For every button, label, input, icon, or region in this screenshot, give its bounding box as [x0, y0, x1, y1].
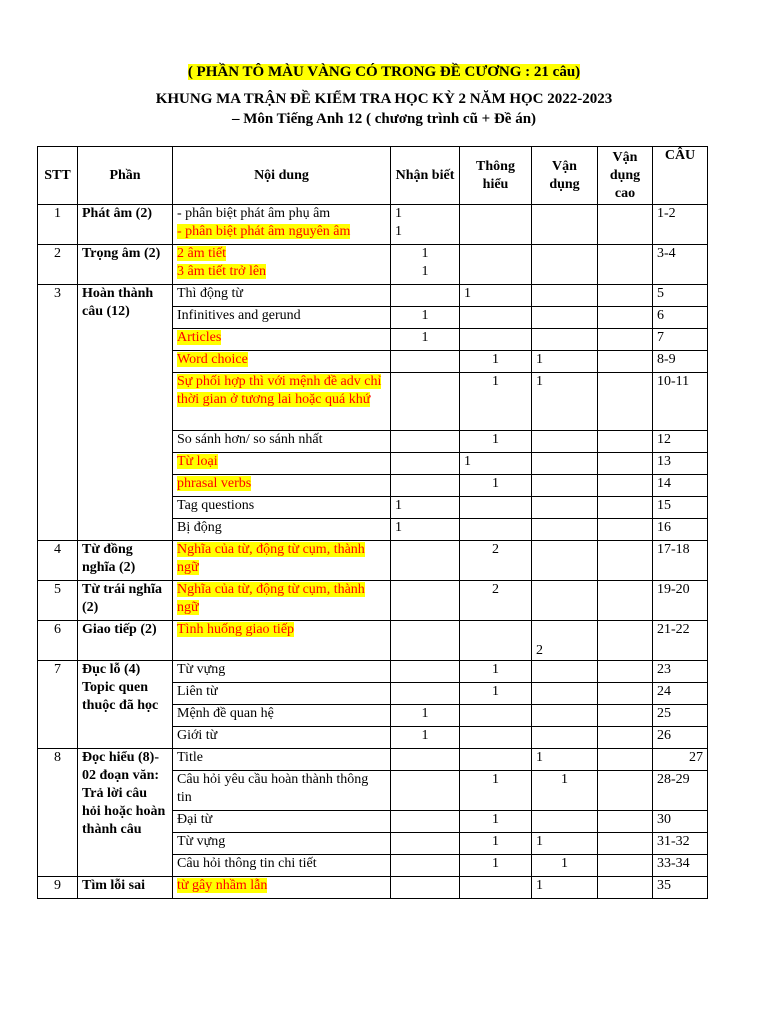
table-row — [38, 245, 708, 285]
thonghieu-cell: 1 — [460, 453, 532, 475]
col-vandung: Vận dụng — [532, 147, 598, 205]
vandungcao-cell — [598, 581, 653, 621]
vandung-cell — [532, 329, 598, 351]
vandung-cell: 1 — [532, 833, 598, 855]
count-value: 1 — [421, 246, 429, 261]
phan-cell: Đọc hiểu (8)- 02 đoạn văn: Trả lời câu hỏi hoặc hoàn thành câu — [78, 749, 173, 877]
vandungcao-cell — [598, 661, 653, 683]
vandung-cell: 1 — [532, 351, 598, 373]
thonghieu-cell: 2 — [460, 541, 532, 581]
nhanbiet-cell — [391, 431, 460, 453]
vandungcao-cell — [598, 519, 653, 541]
cau-cell: 35 — [653, 877, 708, 899]
nhanbiet-cell: 1 — [391, 519, 460, 541]
cau-cell: 26 — [653, 727, 708, 749]
vandung-cell — [532, 475, 598, 497]
stt-cell: 2 — [38, 245, 78, 285]
vandung-cell — [532, 705, 598, 727]
cau-cell: 25 — [653, 705, 708, 727]
vandung-cell — [532, 541, 598, 581]
thonghieu-cell: 1 — [460, 661, 532, 683]
cau-cell: 7 — [653, 329, 708, 351]
vandung-cell — [532, 245, 598, 285]
vandung-cell: 1 — [532, 749, 598, 771]
highlighted-content: Sự phối hợp thì với mệnh đề adv chỉ thời gian ở tương lai hoặc quá khứ — [177, 374, 382, 407]
nhanbiet-cell — [391, 749, 460, 771]
noidung-cell — [173, 621, 391, 661]
phan-cell: Đục lỗ (4) Topic quen thuộc đã học — [78, 661, 173, 749]
vandung-cell — [532, 453, 598, 475]
noidung-cell — [173, 541, 391, 581]
phan-cell: Từ trái nghĩa (2) — [78, 581, 173, 621]
nhanbiet-cell — [391, 811, 460, 833]
noidung-cell — [173, 475, 391, 497]
noidung-cell: Mệnh đề quan hệ — [173, 705, 391, 727]
highlighted-content: Nghĩa của từ, động từ cụm, thành ngữ — [177, 582, 365, 615]
nhanbiet-cell — [391, 453, 460, 475]
vandung-cell — [532, 431, 598, 453]
stt-cell: 3 — [38, 285, 78, 541]
vandungcao-cell — [598, 205, 653, 245]
phan-cell: Hoàn thành câu (12) — [78, 285, 173, 541]
col-nhanbiet: Nhận biết — [391, 147, 460, 205]
noidung-cell: Đại từ — [173, 811, 391, 833]
vandung-cell — [532, 205, 598, 245]
vandung-cell: 1 — [532, 373, 598, 431]
table-row — [38, 661, 708, 683]
thonghieu-cell — [460, 205, 532, 245]
highlighted-content: 3 âm tiết trở lên — [177, 264, 267, 279]
table-row — [38, 877, 708, 899]
vandung-cell — [532, 519, 598, 541]
noidung-cell: Từ vựng — [173, 833, 391, 855]
nhanbiet-cell — [391, 205, 460, 245]
cau-cell: 31-32 — [653, 833, 708, 855]
cau-cell: 8-9 — [653, 351, 708, 373]
noidung-cell: Title — [173, 749, 391, 771]
vandung-cell: 1 — [532, 855, 598, 877]
vandungcao-cell — [598, 497, 653, 519]
noidung-cell — [173, 453, 391, 475]
nhanbiet-cell — [391, 855, 460, 877]
table-row — [38, 749, 708, 771]
thonghieu-cell: 1 — [460, 683, 532, 705]
col-thonghieu: Thông hiểu — [460, 147, 532, 205]
vandungcao-cell — [598, 245, 653, 285]
vandung-cell — [532, 683, 598, 705]
count-value: 1 — [395, 206, 402, 221]
noidung-cell — [173, 877, 391, 899]
col-noidung: Nội dung — [173, 147, 391, 205]
nhanbiet-cell — [391, 285, 460, 307]
content-line: - phân biệt phát âm phụ âm — [177, 206, 331, 221]
noidung-cell: Tag questions — [173, 497, 391, 519]
noidung-cell — [173, 329, 391, 351]
vandungcao-cell — [598, 475, 653, 497]
col-phan: Phần — [78, 147, 173, 205]
noidung-cell — [173, 351, 391, 373]
thonghieu-cell — [460, 519, 532, 541]
noidung-cell: Thì động từ — [173, 285, 391, 307]
vandung-cell — [532, 581, 598, 621]
noidung-cell — [173, 245, 391, 285]
col-vandungcao: Vận dụng cao — [598, 147, 653, 205]
cau-cell: 21-22 — [653, 621, 708, 661]
nhanbiet-cell — [391, 581, 460, 621]
noidung-cell: Từ vựng — [173, 661, 391, 683]
thonghieu-cell — [460, 705, 532, 727]
cau-cell: 5 — [653, 285, 708, 307]
phan-cell: Giao tiếp (2) — [78, 621, 173, 661]
nhanbiet-cell — [391, 771, 460, 811]
nhanbiet-cell — [391, 877, 460, 899]
nhanbiet-cell: 1 — [391, 497, 460, 519]
highlighted-content: Từ loại — [177, 454, 218, 469]
cau-cell: 16 — [653, 519, 708, 541]
highlighted-content: Nghĩa của từ, động từ cụm, thành ngữ — [177, 542, 365, 575]
table-row — [38, 205, 708, 245]
thonghieu-cell — [460, 307, 532, 329]
table-row — [38, 541, 708, 581]
thonghieu-cell — [460, 245, 532, 285]
thonghieu-cell — [460, 749, 532, 771]
noidung-cell: So sánh hơn/ so sánh nhất — [173, 431, 391, 453]
cau-cell: 27 — [653, 749, 708, 771]
nhanbiet-cell — [391, 373, 460, 431]
nhanbiet-cell — [391, 621, 460, 661]
thonghieu-cell — [460, 329, 532, 351]
cau-cell: 15 — [653, 497, 708, 519]
vandungcao-cell — [598, 877, 653, 899]
thonghieu-cell: 1 — [460, 855, 532, 877]
thonghieu-cell: 1 — [460, 811, 532, 833]
vandung-cell: 1 — [532, 771, 598, 811]
cau-cell: 1-2 — [653, 205, 708, 245]
matrix-title: KHUNG MA TRẬN ĐỀ KIỂM TRA HỌC KỲ 2 NĂM HỌC 2022-2023 — [155, 91, 613, 107]
thonghieu-cell: 1 — [460, 475, 532, 497]
cau-cell: 13 — [653, 453, 708, 475]
cau-cell: 28-29 — [653, 771, 708, 811]
vandung-cell — [532, 811, 598, 833]
noidung-cell: Câu hỏi yêu cầu hoàn thành thông tin — [173, 771, 391, 811]
thonghieu-cell: 1 — [460, 771, 532, 811]
stt-cell: 7 — [38, 661, 78, 749]
thonghieu-cell: 1 — [460, 833, 532, 855]
highlighted-content: - phân biệt phát âm nguyên âm — [177, 224, 351, 239]
stt-cell: 9 — [38, 877, 78, 899]
thonghieu-cell — [460, 727, 532, 749]
noidung-cell: Giới từ — [173, 727, 391, 749]
stt-cell: 5 — [38, 581, 78, 621]
vandungcao-cell — [598, 307, 653, 329]
vandungcao-cell — [598, 811, 653, 833]
highlighted-content: phrasal verbs — [177, 476, 252, 491]
thonghieu-cell — [460, 621, 532, 661]
thonghieu-cell: 1 — [460, 285, 532, 307]
cau-cell: 19-20 — [653, 581, 708, 621]
vandungcao-cell — [598, 683, 653, 705]
noidung-cell: Câu hỏi thông tin chi tiết — [173, 855, 391, 877]
thonghieu-cell: 1 — [460, 431, 532, 453]
noidung-cell — [173, 581, 391, 621]
noidung-cell — [173, 205, 391, 245]
nhanbiet-cell: 1 — [391, 727, 460, 749]
cau-cell: 33-34 — [653, 855, 708, 877]
nhanbiet-cell — [391, 351, 460, 373]
vandungcao-cell — [598, 453, 653, 475]
col-stt: STT — [38, 147, 78, 205]
table-row — [38, 581, 708, 621]
vandung-cell: 2 — [532, 621, 598, 661]
vandungcao-cell — [598, 749, 653, 771]
cau-cell: 24 — [653, 683, 708, 705]
phan-cell: Từ đồng nghĩa (2) — [78, 541, 173, 581]
vandungcao-cell — [598, 621, 653, 661]
vandungcao-cell — [598, 833, 653, 855]
vandung-cell — [532, 497, 598, 519]
vandungcao-cell — [598, 431, 653, 453]
stt-cell: 8 — [38, 749, 78, 877]
vandungcao-cell — [598, 705, 653, 727]
nhanbiet-cell — [391, 245, 460, 285]
vandungcao-cell — [598, 373, 653, 431]
vandungcao-cell — [598, 855, 653, 877]
highlighted-content: từ gây nhầm lẫn — [177, 878, 268, 893]
vandung-cell — [532, 307, 598, 329]
cau-cell: 23 — [653, 661, 708, 683]
thonghieu-cell: 1 — [460, 373, 532, 431]
thonghieu-cell: 2 — [460, 581, 532, 621]
nhanbiet-cell — [391, 661, 460, 683]
noidung-cell: Bị động — [173, 519, 391, 541]
noidung-cell: Infinitives and gerund — [173, 307, 391, 329]
vandungcao-cell — [598, 329, 653, 351]
count-value: 1 — [395, 224, 402, 239]
vandung-cell — [532, 727, 598, 749]
vandungcao-cell — [598, 541, 653, 581]
header-row — [38, 147, 708, 205]
nhanbiet-cell: 1 — [391, 705, 460, 727]
thonghieu-cell — [460, 877, 532, 899]
vandungcao-cell — [598, 351, 653, 373]
cau-cell: 10-11 — [653, 373, 708, 431]
thonghieu-cell: 1 — [460, 351, 532, 373]
thonghieu-cell — [460, 497, 532, 519]
table-row — [38, 621, 708, 661]
vandung-cell — [532, 285, 598, 307]
nhanbiet-cell: 1 — [391, 307, 460, 329]
cau-cell: 17-18 — [653, 541, 708, 581]
phan-cell: Trọng âm (2) — [78, 245, 173, 285]
phan-cell: Tìm lỗi sai — [78, 877, 173, 899]
cau-cell: 14 — [653, 475, 708, 497]
vandungcao-cell — [598, 285, 653, 307]
stt-cell: 1 — [38, 205, 78, 245]
exam-matrix-table — [37, 146, 708, 899]
noidung-cell: Liên từ — [173, 683, 391, 705]
stt-cell: 6 — [38, 621, 78, 661]
highlighted-content: Word choice — [177, 352, 248, 367]
outline-note: ( PHẦN TÔ MÀU VÀNG CÓ TRONG ĐỀ CƯƠNG : 21 câu) — [187, 64, 581, 80]
vandungcao-cell — [598, 771, 653, 811]
stt-cell: 4 — [38, 541, 78, 581]
vandung-cell — [532, 661, 598, 683]
highlighted-content: 2 âm tiết — [177, 246, 226, 261]
cau-cell: 30 — [653, 811, 708, 833]
highlighted-content: Tình huống giao tiếp — [177, 622, 295, 637]
cau-cell: 12 — [653, 431, 708, 453]
cau-cell: 3-4 — [653, 245, 708, 285]
nhanbiet-cell: 1 — [391, 329, 460, 351]
nhanbiet-cell — [391, 541, 460, 581]
vandungcao-cell — [598, 727, 653, 749]
nhanbiet-cell — [391, 683, 460, 705]
count-value: 1 — [421, 264, 429, 279]
highlighted-content: Articles — [177, 330, 222, 345]
nhanbiet-cell — [391, 475, 460, 497]
phan-cell: Phát âm (2) — [78, 205, 173, 245]
table-row — [38, 285, 708, 307]
vandung-cell: 1 — [532, 877, 598, 899]
nhanbiet-cell — [391, 833, 460, 855]
matrix-subtitle: – Môn Tiếng Anh 12 ( chương trình cũ + Đề án) — [231, 111, 537, 127]
col-cau: CÂU — [653, 147, 708, 205]
cau-cell: 6 — [653, 307, 708, 329]
noidung-cell — [173, 373, 391, 431]
